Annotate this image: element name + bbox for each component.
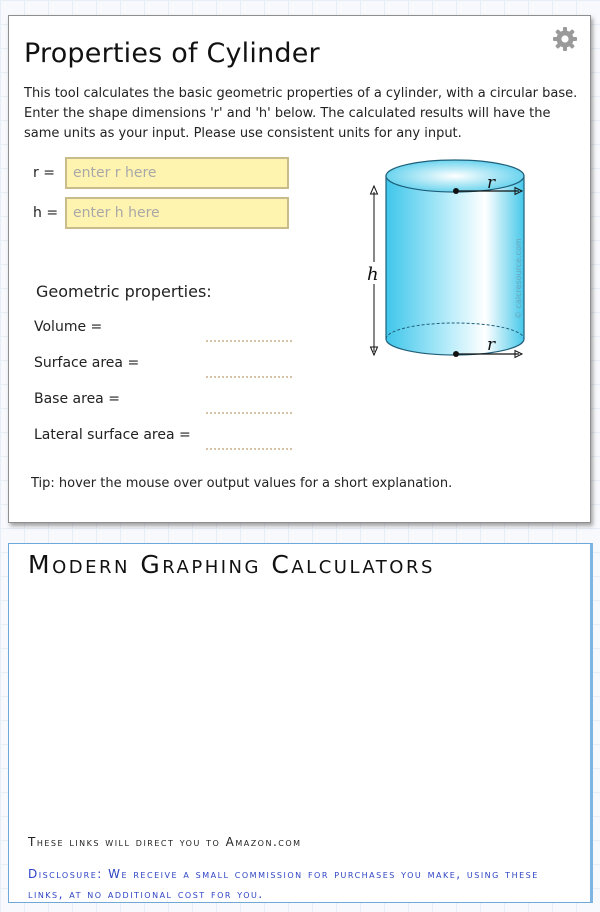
top-radius-label: r (487, 173, 496, 193)
graphing-calculators-card (8, 543, 593, 903)
cylinder-top (386, 160, 524, 192)
cylinder-body (386, 176, 524, 355)
surface-area-value[interactable] (206, 362, 292, 378)
tip-text: Tip: hover the mouse over output values for a short explanation. (31, 476, 453, 491)
description: This tool calculates the basic geometric properties of a cylinder, with a circular base. Enter the shape dimensions 'r' and 'h' below. The calculated results will have the same units as your input. Please use consistent units for any input. (24, 86, 578, 141)
amazon-links-note: These links will direct you to Amazon.com (28, 835, 302, 849)
h-label: h = (33, 205, 59, 221)
h-input[interactable] (65, 197, 289, 229)
gear-icon[interactable] (552, 26, 578, 52)
calculator-card (8, 15, 591, 523)
lateral-surface-area-value[interactable] (206, 434, 292, 450)
page-title: Properties of Cylinder (24, 38, 320, 69)
height-label: h (367, 264, 379, 285)
disclosure-text: Disclosure: We receive a small commission for purchases you make, using these links, at no additional cost for you. (28, 867, 539, 901)
lateral-surface-area-label: Lateral surface area = (34, 427, 191, 443)
bottom-radius-label: r (487, 335, 496, 355)
cylinder-diagram (359, 154, 529, 379)
geometric-properties-heading: Geometric properties: (36, 282, 212, 301)
r-label: r = (33, 165, 55, 181)
surface-area-label: Surface area = (34, 355, 140, 371)
volume-label: Volume = (34, 319, 103, 335)
top-center-dot (453, 188, 459, 194)
base-area-value[interactable] (206, 398, 292, 414)
r-input[interactable] (65, 157, 289, 189)
bottom-center-dot (453, 351, 459, 357)
base-area-label: Base area = (34, 391, 120, 407)
watermark-text: © calcresource.com (514, 238, 523, 319)
volume-value[interactable] (206, 326, 292, 342)
section-title: Modern Graphing Calculators (28, 550, 435, 579)
